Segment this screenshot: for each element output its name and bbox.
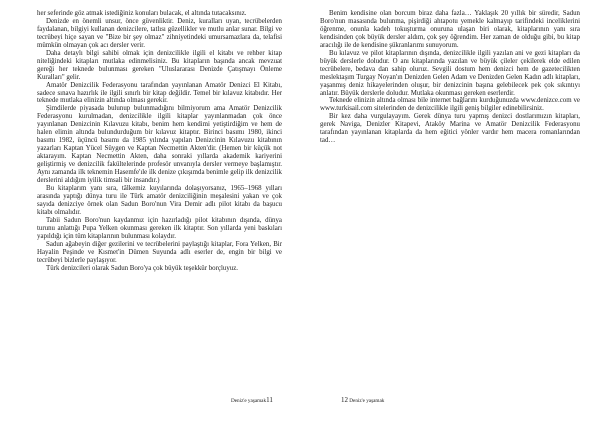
right-page-footer [341, 396, 384, 405]
running-footer-label: Deniz'e yaşamak [349, 398, 385, 404]
paragraph: Bu kitaplarım yanı sıra, tâlkemiz kuyılarında dolaşıyorsanız, 1965–1968 yılları arasında yaptığı dünya turu ile Türk amatör denizciliğinin meşalesini yakan ve çok sayıda denizciye örnek olan Sadun Boro'nun Vira Demir adlı pilot kitabı da başucu kitabı olmalıdır. [37, 184, 282, 216]
right-page-body [320, 10, 580, 145]
paragraph: Bu kılavuz ve pilot kitaplarının dışında, denizcilikle ilgili yazılan ani ve gezi kitapları da büyük derslerle doludur. O anı kitaplarında yazılan ve büyük çileler çekilerek elde edilen tecrübelere, bedava dan sahip oluruz. Sevgili dostum hem denizci hem de gazetecilikten meslektaşım Turgay Noyan'ın Denizden Gelen Adam ve Denizden Gelen Kadın adlı kitapları, yaşanmış deniz hikayelerinden oluşur, bir denizcinin başına gelebilecek pek çok sıkıntıyı anlatır. Büyük derslerle doludur. Mutlaka okunması gereken eserlerdir. [320, 49, 580, 97]
running-footer-label: Deniz'e yaşamak [231, 398, 267, 404]
paragraph: Türk denizcileri olarak Sadun Boro'ya çok büyük teşekkür borçluyuz. [46, 264, 239, 272]
paragraph: her seferinde göz atmak istediğiniz konuları bulacak, el altında tutacaksınız. [37, 10, 247, 17]
paragraph: Bir kez daha vurgulayayım. Gerek dünya turu yapmış denizci dostlarımızın kitapları, gerek Naviga, Denizler Kitapevi, Ataköy Marina ve Amatör Denizcilik Federasyonu tarafından yayınlanan kitaplarda da hem eğitici yönler vardır hem macera romanlarından tad… [320, 113, 580, 145]
page-number: 11 [266, 396, 273, 404]
paragraph: Teknede elinizin altında olması bile internet bağlarını kurduğunuzda www.denizce.com ve www.turkisail.com sitelerinden de denizcilikle ilgili geniş bilgiler edinebilirsiniz. [320, 97, 580, 113]
paragraph: Şimdilerde piyasada bulunup bulunmadığını bilmiyorum ama Amatör Denizcilik Federasyonu kurulmadan, denizcilikle ilgili kitaplar yayınlanmadan çok önce yayınlanan Denizcinin Kılavuzu kitabı, benim hem kendimi yetiştirdiğim ve hem de halen elimin altında bulundurduğum bir kılavuz kitaptır. Birinci basımı 1980, ikinci basımı 1982, üçüncü basımı da 1985 yılında yapılan Denizcinin Kılavuzu kitabının yazarları Kaptan Yücel Süygen ve Kaptan Necmettin Akten'dir. (Hemen bir küçük not aktarayım. Kaptan Necmettin Akten, daha sonraki yıllarda akademik kariyerini geliştirmiş ve denizcilik fakültelerinde profesör unvanıyla dersler vermeye başlamıştır. Aynı zamanda ilk teknemin Hasemfe'ıle ilk denize çıkışımda benimle gelip ilk denizcilik derslerini aldığım iyilik timsali bir insandır.) [37, 105, 282, 185]
paragraph: Amatör Denizcilik Federasyonu tarafından yayınlanan Amatör Denizci El Kitabı, sadece sınava hazırlık ile ilgili sınırlı bir kitap değildir. Temel bir kılavuz kitabıdır. Her teknede mutlaka elinizin altında olması gerekir. [37, 81, 282, 105]
paragraph: Denizde en önemli unsur, önce güvenliktir. Deniz, kuralları uyan, tecrübelerden faydalanan, bilgiyi kullanan denizcilere, tatlısı güzellikler ve mutlu anlar sunar. Bilgi ve tecrübeyi hiçe sayan ve "Bize bir şey olmaz" zihniyetindeki umursamazlara da, telafisi mümkün olmayan çok acı dersler verir. [37, 17, 282, 49]
left-page-body [37, 10, 282, 272]
page-number: 12 [341, 396, 348, 404]
paragraph: Sadun ağabeyin diğer gezilerini ve tecrübelerini paylaştığı kitaplar, Fora Yelken, Bir Hayalin Peşinde ve Kısmet'in Dümen Suyunda adlı eserler de, engin bir bilgi ve tecrübeyi bizlerle paylaşıyor. [37, 240, 282, 264]
paragraph: Tabii Sadun Boro'nun kaydanmız için hazırladığı pilot kitabının dışında, dünya turunu anlattığı Pupa Yelken okunması gereken ilk kitaptır. Son yıllarda yeni baskıları yapıldığı için tüm kitaplarının bulunması kolaydır. [37, 216, 282, 240]
left-page-footer [231, 396, 273, 405]
right-page [300, 0, 600, 427]
paragraph: Daha detaylı bilgi sahibi olmak için denizcilikle ilgili el kitabı ve rehber kitap niteliğindeki kitapları mutlaka edinmelisiniz. Bu kitapların başında ancak mevzuat gereği her teknede bulunması gereken "Uluslararası Denizde Çatışmayı Önleme Kuralları" gelir. [37, 49, 282, 81]
paragraph: Benim kendisine olan borcum biraz daha fazla… Yaklaşık 20 yıllık bir süredir, Sadun Boro'nun masasında bulunma, pişirdiği ahtapotu yemekle kalmayıp tarifindeki inceliklerini öğrenme, onunla kadeh tokuşturma onuruna ulaşan biri olarak, kitaplarının yanı sıra kendisinden çok büyük dersler aldım, çok şey öğrendim. Her zaman de olduğu gibi, bu kitap aracılığı ile de kendisine şükranlarımı sunuyorum. [320, 10, 580, 49]
